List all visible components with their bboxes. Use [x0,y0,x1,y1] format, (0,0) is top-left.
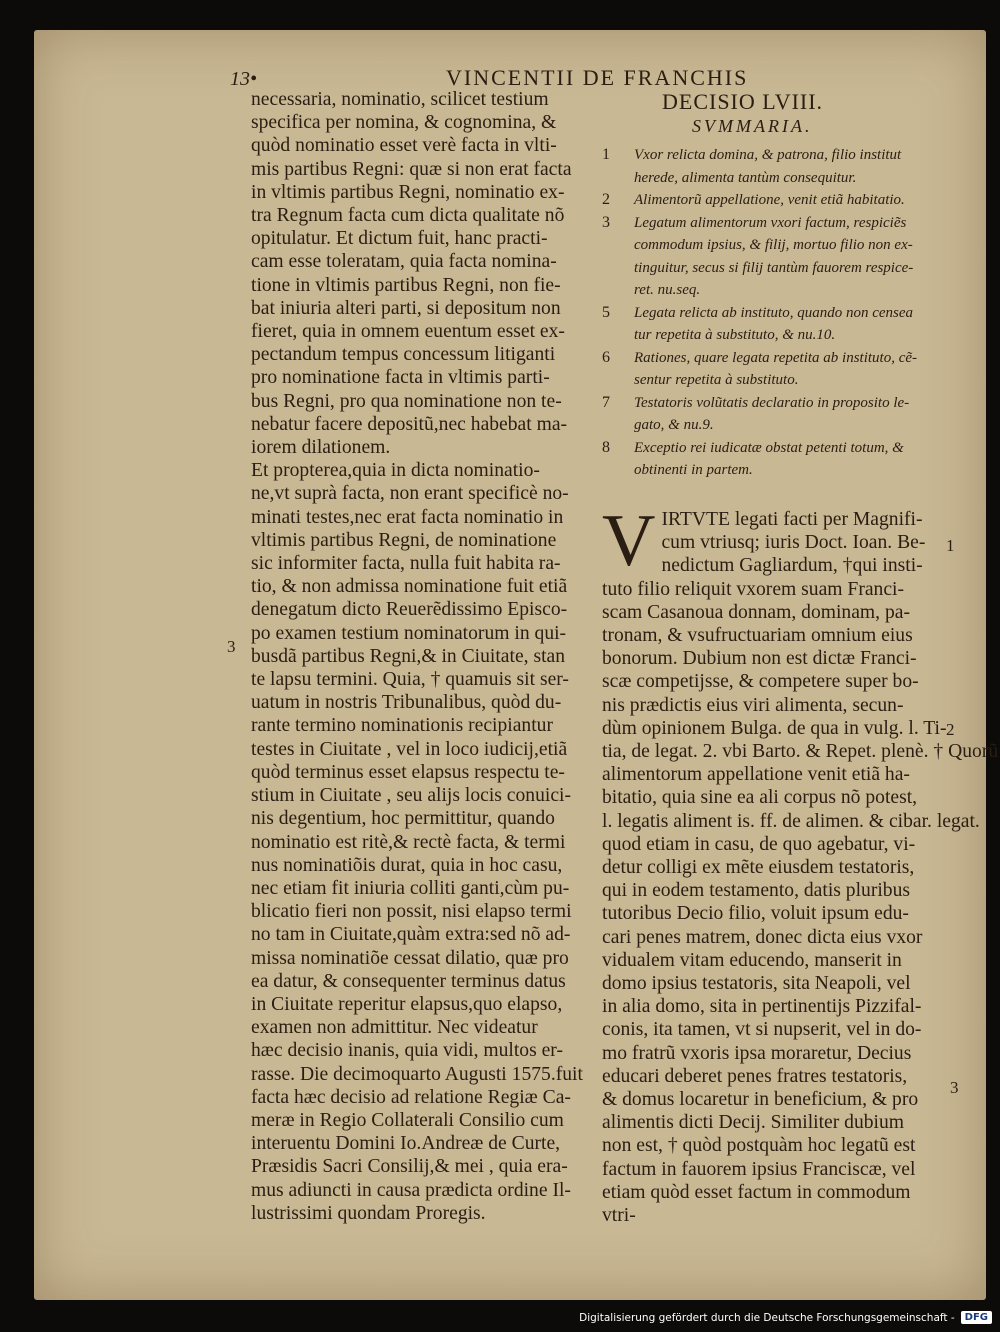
summary-item [602,189,942,212]
page-number: 13• [230,68,258,90]
decision-body [602,499,999,1227]
text-line: pectandum tempus concessum litiganti [251,344,556,366]
text-line: mis partibus Regni: quæ si non erat facta [251,158,572,180]
text-line: tia, de legat. 2. vbi Barto. & Repet. plenè. † Quorũ [602,740,999,762]
summary-number: 2 [602,191,610,209]
text-line: missa nominatiõe cessat dilatio, quæ pro [251,947,569,969]
text-line: quòd terminus esset elapsus respectu te- [251,761,565,783]
text-line: & domus locaretur in beneficium, & pro [602,1088,919,1110]
text-line: nis prædictis eius viri alimenta, secun- [602,694,904,716]
text-line: Rationes, quare legata repetita ab instituto, cẽ- [634,349,918,366]
text-line: cam esse toleratam, quia facta nomina- [251,251,557,273]
text-line: meræ in Regio Collaterali Consilio cum [251,1109,564,1131]
text-line: tinguitur, secus si filij tantùm fauorem respice- [634,259,914,276]
text-line: minati testes,nec erat facta nominatio in [251,506,564,528]
text-line: obtinenti in partem. [634,462,753,479]
footer [579,1311,992,1324]
left-margin-number: 3 [227,637,236,656]
summary-text [634,392,942,437]
text-line: ne,vt suprà facta, non erant specificè no- [251,483,569,505]
text-line: cum vtriusq; iuris Doct. Ioan. Be- [661,532,926,554]
text-line: necessaria, nominatio, scilicet testium [251,89,549,110]
summary-number: 3 [602,213,610,231]
text-line: Legatum alimentorum vxori factum, respiciẽs [634,214,907,231]
right-column [602,88,999,1227]
text-line: testes in Ciuitate , vel in loco iudicij,etiã [251,738,568,760]
text-line: alimentis dicti Decij. Similiter dubium [602,1112,905,1134]
text-line: uatum in nostris Tribunalibus, quòd du- [251,692,562,714]
text-line: specifica per nomina, & cognomina, & [251,112,557,134]
text-line: IRTVTE legati facti per Magnifi- [661,508,923,530]
text-line: opitulatur. Et dictum fuit, hanc practi- [251,228,548,250]
text-line: sentur repetita à substituto. [634,372,799,389]
summary-item [602,347,942,392]
left-column [251,88,591,1225]
text-line: ret. nu.seq. [634,282,701,299]
text-line: scæ competijsse, & competere super bo- [602,671,919,693]
text-line: iorem dilationem. [251,437,391,459]
text-line: qui in eodem testamento, datis pluribus [602,880,911,902]
text-line: vidualem vitam educendo, manserit in [602,949,902,971]
text-line: denegatum dicto Reuerẽdissimo Episco- [251,599,568,621]
text-line: dùm opinionem Bulga. de qua in vulg. l. Ti- [602,717,947,739]
text-line: busdã partibus Regni,& in Ciuitate, stan [251,645,566,667]
text-line: scam Casanoua donnam, dominam, pa- [602,601,910,623]
decisio-title: DECISIO LVIII. [662,89,824,114]
right-margin-number: 2 [946,720,955,739]
text-line: lustrissimi quondam Proregis. [251,1202,486,1224]
text-line: bonorum. Dubium non est dictæ Franci- [602,648,917,670]
text-line: mo fratrũ vxoris ipsa moraretur, Decius [602,1042,912,1064]
text-line: rasse. Die decimoquarto Augusti 1575.fuit [251,1063,583,1085]
body-lines [602,578,999,1228]
summary-item [602,392,942,437]
text-line: nominatio est ritè,& rectè facta, & termi [251,831,566,853]
text-line: domo ipsius testatoris, sita Neapoli, vel [602,972,911,994]
text-line: conis, ita tamen, vt si nupserit, vel in do- [602,1019,922,1041]
text-line: interuentu Domini Io.Andreæ de Curte, [251,1133,561,1155]
text-line: tio, & non admissa nominatione fuit etiã [251,576,568,598]
text-line: quòd nominatio esset verè facta in vlti- [251,135,557,157]
footer-text: Digitalisierung gefördert durch die Deutsche Forschungsgemeinschaft - [579,1311,955,1324]
text-line: Vxor relicta domina, & patrona, filio institut [634,147,902,164]
summaria-list [602,144,942,482]
drop-cap: V [602,499,656,582]
text-line: vltimis partibus Regni, de nominatione [251,529,557,551]
text-line: in alia domo, sita in pertinentijs Pizzifal- [602,996,922,1018]
text-line: alimentorum appellatione venit etiã ha- [602,764,910,786]
summaria-title: SVMMARIA. [692,116,813,137]
text-line: quod etiam in casu, de quo agebatur, vi- [602,833,916,855]
text-line: stium in Ciuitate , seu alijs locis conuici- [251,785,571,807]
running-head: VINCENTII DE FRANCHIS [446,65,749,90]
text-line: te lapsu termini. Quia, † quamuis sit ser- [251,669,569,691]
text-line: bus Regni, pro qua nominatione non te- [251,390,562,412]
text-line: l. legatis aliment is. ff. de alimen. & cibar. legat. [602,810,980,832]
text-line: pro nominatione facta in vltimis parti- [251,367,550,389]
text-line: Alimentorũ appellatione, venit etiã habitatio. [634,192,905,209]
text-line: factum in fauorem ipsius Franciscæ, vel [602,1158,916,1180]
summary-text [634,437,942,482]
text-line: hæc decisio inanis, quia vidi, multos er- [251,1040,563,1062]
text-line: non est, † quòd postquàm hoc legatũ est [602,1135,916,1157]
text-line: cari penes matrem, donec dicta eius vxor [602,926,923,948]
summary-item [602,212,942,302]
text-line: mus adiuncti in causa prædicta ordine Il- [251,1179,571,1201]
summary-text [634,347,942,392]
text-line: blicatio fieri non possit, nisi elapso termi [251,901,572,923]
book-page [34,30,999,1300]
summary-text [634,302,942,347]
summary-number: 7 [602,393,610,411]
text-line: educari deberet penes fratres testatoris, [602,1065,908,1087]
text-line: tur repetita à substituto, & nu.10. [634,327,836,344]
summary-text [634,144,942,189]
text-line: etiam quòd esset factum in commodum [602,1181,911,1203]
text-line: facta hæc decisio ad relatione Regiæ Ca- [251,1086,571,1108]
text-line: tronam, & vsufructuariam omnium eius [602,624,913,646]
text-line: bat iniuria alteri parti, si depositum non [251,297,561,319]
text-line: nus nominatiõis durat, quia in hoc casu, [251,854,563,876]
text-line: herede, alimenta tantùm consequitur. [634,169,857,186]
text-line: examen non admittitur. Nec videatur [251,1017,538,1039]
text-line: fieret, quia in omnem euentum esset ex- [251,321,565,343]
text-line: nec etiam fit iniuria colliti ganti,cùm pu- [251,877,570,899]
text-line: gato, & nu.9. [634,417,714,434]
summary-item [602,302,942,347]
text-line: no tam in Ciuitate,quàm extra:sed nõ ad- [251,924,571,946]
summary-item [602,144,942,189]
text-line: Testatoris volũtatis declaratio in proposito le- [634,394,910,411]
text-line: Præsidis Sacri Consilij,& mei , quia era- [251,1156,568,1178]
text-line: bitatio, quia sine ea ali corpus nõ potest, [602,787,918,809]
right-margin-number: 1 [946,536,955,555]
text-line: in Ciuitate reperitur elapsus,quo elapso, [251,993,563,1015]
text-line: tra Regnum facta cum dicta qualitate nõ [251,205,565,227]
text-line: po examen testium nominatorum in qui- [251,622,567,644]
text-line: ea datur, & consequenter terminus datus [251,970,566,992]
text-line: tione in vltimis partibus Regni, non fie- [251,274,561,296]
text-line: rante termino nominationis recipiantur [251,715,553,737]
text-line: nebatur facere depositũ,nec habebat ma- [251,413,568,435]
text-line: sic informiter facta, nulla fuit habita ra- [251,553,561,575]
text-line: Legata relicta ab instituto, quando non censea [634,304,914,321]
text-line: nedictum Gagliardum, †qui insti- [661,555,923,577]
summary-number: 8 [602,438,610,456]
text-line: commodum ipsius, & filij, mortuo filio non ex- [634,237,913,254]
dfg-logo-icon: DFG [961,1311,992,1324]
summary-number: 6 [602,348,610,366]
text-line: Et propterea,quia in dicta nominatio- [251,460,540,482]
text-line: in vltimis partibus Regni, nominatio ex- [251,181,565,203]
summary-number: 1 [602,146,610,164]
summary-text [634,189,942,212]
summary-item [602,437,942,482]
text-line: Exceptio rei iudicatæ obstat petenti totum, & [634,439,904,456]
text-line: tutoribus Decio filio, voluit ipsum edu- [602,903,909,925]
text-line: nis degentium, hoc permittitur, quando [251,808,555,830]
summary-number: 5 [602,303,610,321]
text-line: vtri- [602,1205,636,1226]
summary-text [634,212,942,302]
text-line: detur colligi ex mẽte eiusdem testatoris, [602,856,915,878]
right-margin-number: 3 [950,1078,959,1097]
text-line: tuto filio reliquit vxorem suam Franci- [602,578,905,600]
